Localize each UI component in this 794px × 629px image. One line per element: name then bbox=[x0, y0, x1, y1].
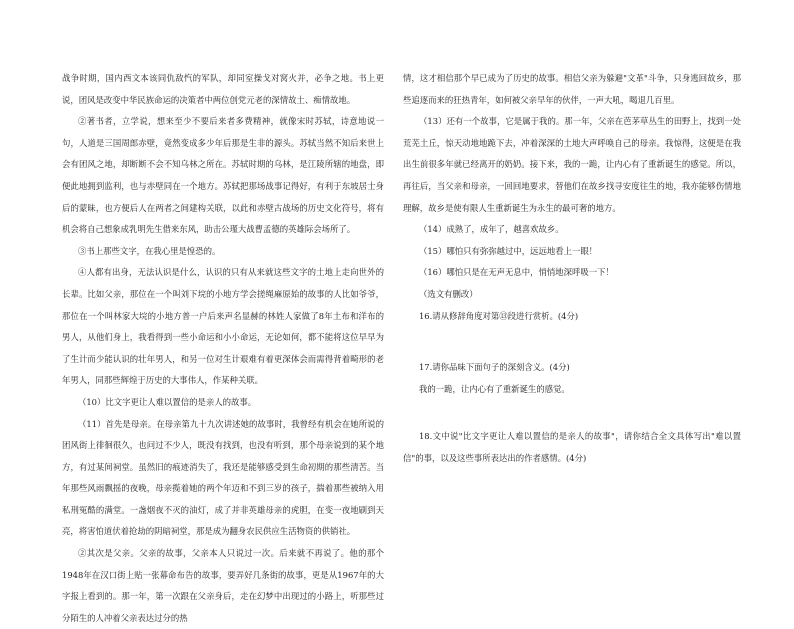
paragraph: （16）哪怕只是在无声无息中，悄悄地深呼吸一下！ bbox=[418, 267, 614, 278]
source-note: （选文有删改） bbox=[418, 288, 478, 299]
right-column bbox=[403, 68, 741, 470]
paragraph: ②其次是父亲。父亲的故事，父亲本人只说过一次。后来就不再说了。他的那个1948年在汉口街上贴一张幕命布告的故事，要弄好几条街的故事，更是从1967年的大字报上看到的。那一年，第一次跟在父亲身后，走在幻梦中出现过的小路上，听那些过分陌生的人冲着父亲表达过分的热 bbox=[62, 548, 384, 623]
paragraph: 情，这才相信那个早已成为了历史的故事。相信父亲为躲避"文革"斗争，只身逃回故乡，那些追逐而来的狂热青年，如何被父亲早年的伙伴，一声大吼，喝退几百里。 bbox=[403, 73, 741, 105]
paragraph: ④人都有出身，无法认识是什么，认识的只有从来就这些文字的土地上走向世外的长辈。比如父亲，那位在一个叫刘下垸的小地方学会搓绳麻原始的故事的人比如爷爷，那位在一个叫林家大垸的小地方普一户后来声名显赫的林姓人家做了8年土布和洋布的男人，从他们身上，我看得到一些小命运和小小命运，无论如何，都不能将这位早早为了生计而少能认识的壮年男人，和另一位对生计艰难有着更深体会而需得背着畸形的老年男人，同那些辉煌于历史的大事伟人，作某种关联。 bbox=[62, 267, 384, 386]
question-17: 17.请你品味下面句子的深刻含义。(4分) bbox=[418, 362, 570, 373]
paragraph: ②著书者，立学说，想来至少不要后来者多费精神，就像宋时苏轼，诗意地说一句，人道是三国周郎赤壁，竟然变成多少年后那是生非的源头。苏轼当然不知后来世上会有团风之地，却断断不会不知乌林之所在。苏轼时期的乌林，是江陵所辖的地盘，即便此地拥到监利，也与赤壁同在一个地方。苏轼把那场战事记得好，有利于东坡居士身后的蒙昧，也方便后人在两者之间建构关联，以此和赤壁古战场的历史文化符号，将有机会将自己想象成乳明先生借来东风，助击公瑾大战曹孟德的英雄际会场所了。 bbox=[62, 116, 384, 235]
paragraph: ③书上那些文字，在我心里是惶恐的。 bbox=[77, 245, 221, 256]
answer-space bbox=[403, 327, 741, 357]
paragraph: （15）哪怕只有弥弥越过中，远远地看上一眼！ bbox=[418, 245, 598, 256]
left-column bbox=[62, 68, 384, 629]
question-18: 18.文中说"比文字更让人难以置信的是亲人的故事"，请你结合全文具体写出"难以置信"的事，以及这些事所表达出的作者感情。(4分) bbox=[403, 431, 741, 463]
answer-space bbox=[403, 400, 741, 426]
paragraph: （11）首先是母亲。在母亲第九十九次讲述她的故事时，我曾经有机会在她所说的团风街上徘徊很久，也问过不少人，既没有找到，也没有听到，那个母亲说到的某个地方，有过某间祠堂。虽然旧的痕迹消失了，我还是能够感受到生命初期的那些清苦。当年那些风雨飘摇的夜晚，母亲揽着她的两个年迈和不到三岁的孩子，揣着那些被纳入用私刑冤酷的满堂。一盏烟夜不灭的油灯，成了并非英雄母亲的虎胆，在变一夜地刷到天亮，将害怕道伏着抢劫的阴暗祠堂，那是成为翻身农民供应生活物资的供销社。 bbox=[62, 418, 384, 537]
question-17-quote: 我的一跪，让内心有了重新诞生的感觉。 bbox=[418, 383, 570, 394]
paragraph: （10）比文字更让人难以置信的是亲人的故事。 bbox=[77, 396, 257, 407]
paragraph: （13）还有一个故事，它是属于我的。那一年，父亲在芭茅草丛生的田野上，找到一处荒芜土丘，惊天动地地跪下去，冲着深深的土地大声呼唤自己的母亲。我惊得，这便是在我出生前很多年就已经离开的奶奶。接下来，我的一跪，让内心有了重新诞生的感觉。所以，再往后，当父亲和母亲，一回回地要求，替他们在故乡找寻安度往生的地，我亦能够伤情地理解，故乡是使有限人生重新诞生为永生的最可奢的地方。 bbox=[403, 116, 741, 213]
paragraph: （14）成熟了，成年了，越喜欢故乡。 bbox=[418, 224, 564, 235]
paragraph: 战争时期，国内西文本该同仇敌忾的军队，却同室操戈对窝火并，必争之地。书上更说，团风是改变中华民族命运的决策者中两位创党元老的深情故土、痴情故地。 bbox=[62, 73, 384, 105]
question-16: 16.请从修辞角度对第⑬段进行赏析。(4分) bbox=[418, 310, 579, 321]
